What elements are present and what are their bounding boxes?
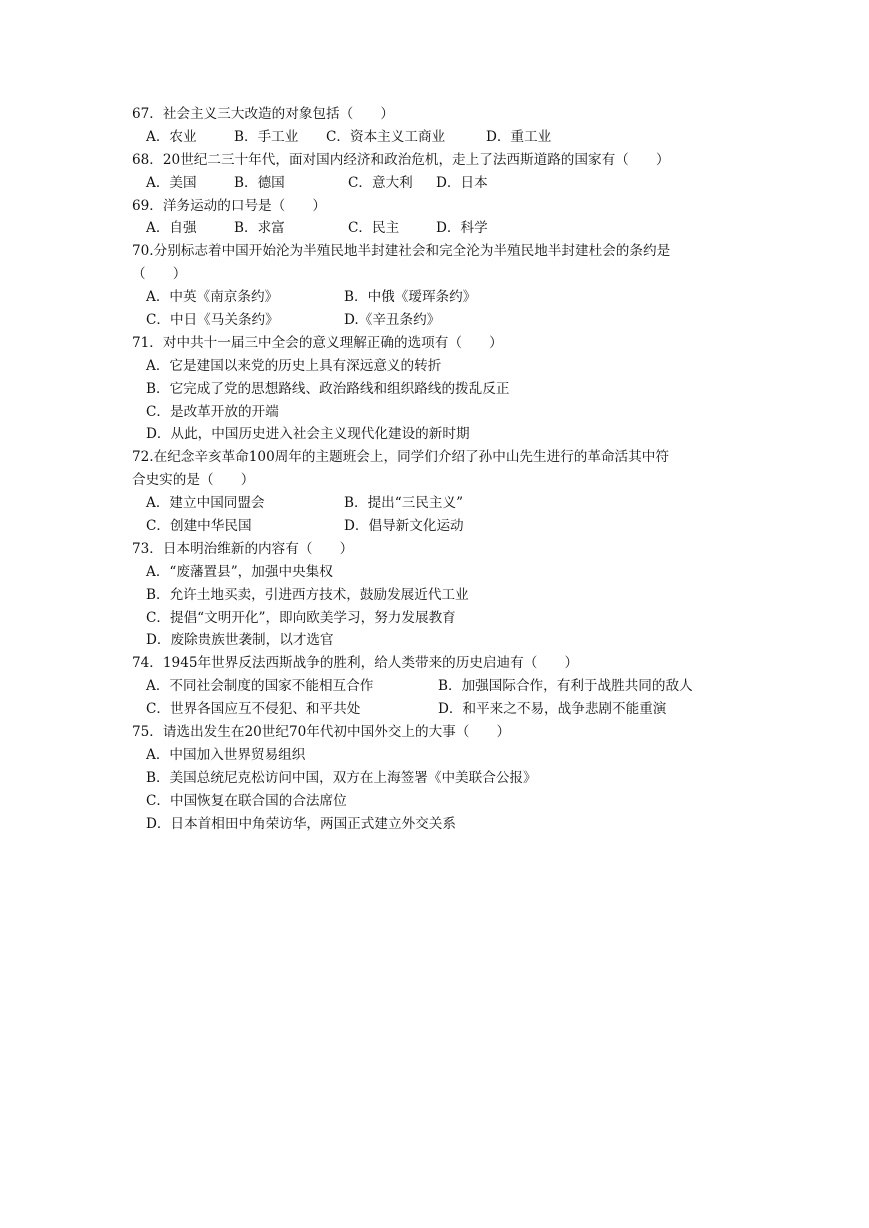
answer-option: A．它是建国以来党的历史上具有深远意义的转折 (146, 357, 442, 374)
answer-option: B．德国 (234, 174, 285, 191)
option-row (132, 629, 752, 652)
option-row (132, 286, 752, 309)
answer-option: D．重工业 (486, 128, 552, 145)
answer-option: C．世界各国应互不侵犯、和平共处 (146, 701, 361, 718)
answer-option: C．意大利 (348, 174, 413, 191)
question-stem: 75．请选出发生在20世纪70年代初中国外交上的大事（ ） (132, 724, 511, 741)
option-row (132, 401, 752, 424)
answer-option: D．废除贵族世袭制，以才选官 (146, 632, 334, 649)
answer-option: D．和平来之不易，战争悲剧不能重演 (438, 701, 667, 718)
answer-option: D．倡导新文化运动 (344, 518, 464, 535)
question-block (132, 721, 752, 835)
question-block (132, 652, 752, 721)
option-row (132, 309, 752, 332)
option-row (132, 126, 752, 149)
answer-option: C．中国恢复在联合国的合法席位 (146, 792, 347, 809)
answer-option: A．“废藩置县”，加强中央集权 (146, 563, 333, 580)
question-block (132, 149, 752, 195)
answer-option: A．中英《南京条约》 (146, 289, 279, 306)
option-row (132, 607, 752, 630)
question-stem: 72.在纪念辛亥革命100周年的主题班会上，同学们介绍了孙中山先生进行的革命活其中符 (132, 449, 669, 466)
question-stem: 71．对中共十一届三中全会的意义理解正确的选项有（ ） (132, 334, 503, 351)
question-stem: 73．日本明治维新的内容有（ ） (132, 540, 354, 557)
answer-option: C．提倡“文明开化”，即向欧美学习，努力发展教育 (146, 609, 456, 626)
answer-option: D.《辛丑条约》 (344, 312, 441, 329)
answer-option: B．允许土地买卖，引进西方技术，鼓励发展近代工业 (146, 586, 469, 603)
question-stem: 69．洋务运动的口号是（ ） (132, 197, 327, 214)
answer-option: A．自强 (146, 220, 197, 237)
question-stem: 70.分别标志着中国开始沦为半殖民地半封建社会和完全沦为半殖民地半封建杜会的条约是 (132, 243, 671, 260)
answer-option: B．它完成了党的思想路线、政治路线和组织路线的拨乱反正 (146, 380, 510, 397)
option-row (132, 172, 752, 195)
answer-option: B．美国总统尼克松访问中国，双方在上海签署《中美联合公报》 (146, 769, 537, 786)
option-row (132, 767, 752, 790)
option-row (132, 355, 752, 378)
option-row (132, 423, 752, 446)
option-row (132, 584, 752, 607)
option-row (132, 698, 752, 721)
answer-option: A．不同社会制度的国家不能相互合作 (146, 678, 374, 695)
answer-option: D．从此，中国历史进入社会主义现代化建设的新时期 (146, 426, 470, 443)
question-stem: 74．1945年世界反法西斯战争的胜利，给人类带来的历史启迪有（ ） (132, 655, 579, 672)
answer-option: C．是改革开放的开端 (146, 403, 279, 420)
option-row (132, 217, 752, 240)
answer-option: B．求富 (234, 220, 285, 237)
answer-option: C．创建中华民国 (146, 518, 252, 535)
option-row (132, 492, 752, 515)
option-row (132, 790, 752, 813)
question-block (132, 538, 752, 652)
option-row (132, 378, 752, 401)
option-row (132, 515, 752, 538)
answer-option: A．中国加入世界贸易组织 (146, 746, 306, 763)
answer-option: A．农业 (146, 128, 197, 145)
question-block (132, 446, 752, 538)
option-row (132, 744, 752, 767)
answer-option: C．民主 (348, 220, 400, 237)
answer-option: D．日本 (436, 174, 488, 191)
question-block (132, 332, 752, 446)
question-stem: （ ） (132, 266, 187, 283)
option-row (132, 813, 752, 836)
question-block (132, 195, 752, 241)
answer-option: B．提出“三民主义” (344, 495, 464, 512)
answer-option: D．科学 (436, 220, 488, 237)
answer-option: A．建立中国同盟会 (146, 495, 265, 512)
answer-option: D．日本首相田中角荣访华，两国正式建立外交关系 (146, 815, 456, 832)
option-row (132, 561, 752, 584)
option-row (132, 675, 752, 698)
answer-option: B．手工业 (234, 128, 299, 145)
answer-option: B．加强国际合作，有利于战胜共同的敌人 (438, 678, 693, 695)
question-stem: 合史实的是（ ） (132, 472, 255, 489)
question-stem: 67．社会主义三大改造的对象包括（ ） (132, 106, 394, 122)
question-stem: 68．20世纪二三十年代，面对国内经济和政治危机，走上了法西斯道路的国家有（ ） (132, 151, 670, 168)
question-block (132, 240, 752, 332)
answer-option: A．美国 (146, 174, 197, 191)
question-block (132, 103, 752, 149)
answer-option: B．中俄《瑷珲条约》 (344, 289, 477, 306)
answer-option: C．中日《马关条约》 (146, 312, 279, 329)
answer-option: C．资本主义工商业 (326, 128, 446, 145)
question-list (132, 103, 752, 836)
